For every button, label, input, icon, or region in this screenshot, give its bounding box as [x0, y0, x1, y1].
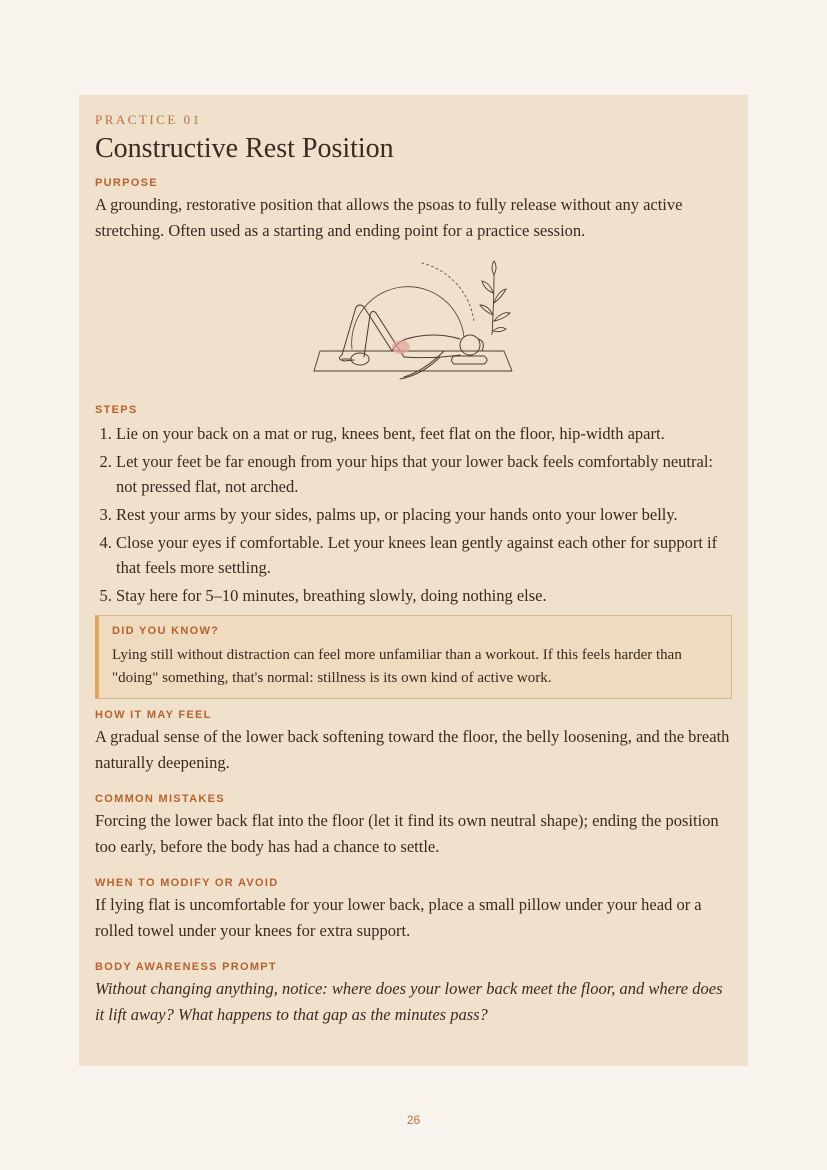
purpose-section: [95, 176, 732, 243]
feel-section: [95, 708, 732, 775]
step-item: 3. Rest your arms by your sides, palms up, or placing your hands onto your lower belly.: [116, 502, 732, 527]
feel-text: A gradual sense of the lower back softening toward the floor, the belly loosening, and the breath naturally deepening.: [95, 727, 730, 772]
step-item: 4. Close your eyes if comfortable. Let your knees lean gently against each other for support if that feels more settling.: [116, 530, 732, 580]
page-number: 26: [406, 1113, 421, 1127]
constructive-rest-figure-illustration: [304, 259, 524, 383]
page-title: Constructive Rest Position: [95, 133, 394, 164]
purpose-label: PURPOSE: [95, 177, 158, 189]
modify-section: [95, 876, 732, 943]
prompt-label: BODY AWARENESS PROMPT: [95, 961, 277, 973]
step-item: 2. Let your feet be far enough from your hips that your lower back feels comfortably neutral: not pressed flat, not arched.: [116, 449, 732, 499]
purpose-text: A grounding, restorative position that allows the psoas to fully release without any active stretching. Often used as a starting and ending point for a practice session.: [95, 195, 683, 240]
prompt-section: [95, 960, 732, 1027]
callout-label: DID YOU KNOW?: [112, 625, 220, 637]
step-item: 1. Lie on your back on a mat or rug, knees bent, feet flat on the floor, hip-width apart.: [116, 421, 732, 446]
prompt-text: Without changing anything, notice: where does your lower back meet the floor, and where does it lift away? What happens to that gap as the minutes pass?: [95, 979, 723, 1024]
mistakes-section: [95, 792, 732, 859]
mistakes-label: COMMON MISTAKES: [95, 793, 225, 805]
step-item: 5. Stay here for 5–10 minutes, breathing slowly, doing nothing else.: [116, 583, 732, 608]
steps-list: [95, 421, 732, 608]
modify-text: If lying flat is uncomfortable for your lower back, place a small pillow under your head or a rolled towel under your knees for extra support.: [95, 895, 702, 940]
modify-label: WHEN TO MODIFY OR AVOID: [95, 877, 279, 889]
practice-eyebrow: PRACTICE 01: [95, 112, 202, 127]
callout-text: Lying still without distraction can feel more unfamiliar than a workout. If this feels harder than "doing" something, that's normal: stillness is its own kind of active work.: [112, 647, 682, 686]
feel-label: HOW IT MAY FEEL: [95, 709, 212, 721]
practice-card: [79, 95, 748, 1066]
mistakes-text: Forcing the lower back flat into the floor (let it find its own neutral shape); ending the position too early, before the body has had a chance to settle.: [95, 811, 719, 856]
steps-label: STEPS: [95, 404, 138, 416]
did-you-know-callout: [95, 615, 732, 699]
steps-section: [95, 403, 732, 608]
